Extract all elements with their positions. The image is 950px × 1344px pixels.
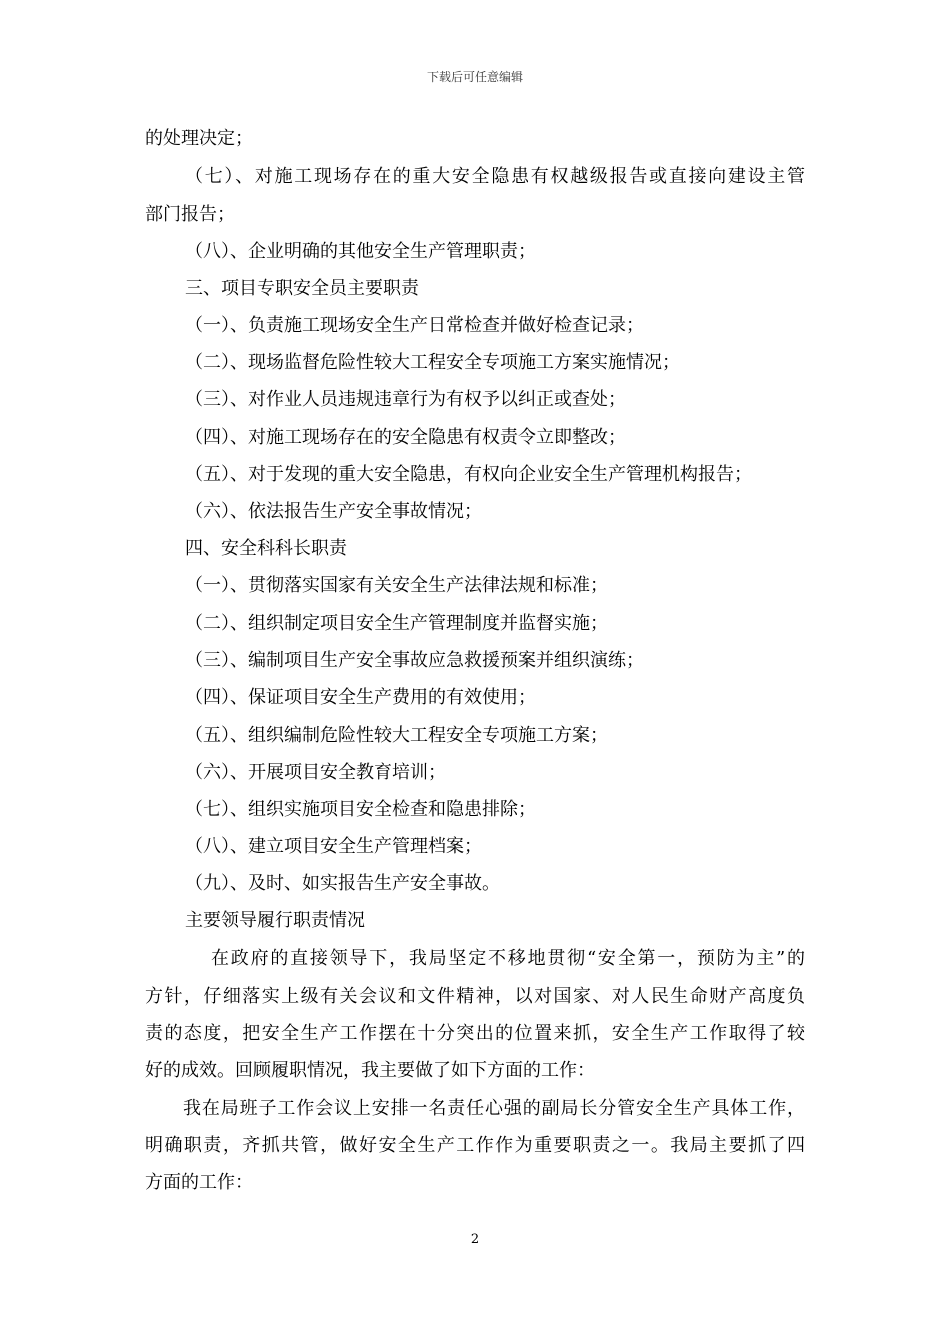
text-line: 的处理决定； — [145, 128, 253, 149]
text-line: （七）、组织实施项目安全检查和隐患排除； — [185, 799, 536, 820]
text-line: （九）、及时、如实报告生产安全事故。 — [185, 873, 500, 894]
page-number: 2 — [470, 1232, 480, 1247]
text-line: （三）、编制项目生产安全事故应急救援预案并组织演练； — [185, 650, 644, 671]
text-line: 我在局班子工作会议上安排一名责任心强的副局长分管安全生产具体工作， — [183, 1098, 805, 1119]
section-heading: 主要领导履行职责情况 — [185, 910, 365, 931]
text-line: 好的成效。回顾履职情况，我主要做了如下方面的工作： — [145, 1060, 595, 1081]
text-line: （五）、对于发现的重大安全隐患，有权向企业安全生产管理机构报告； — [185, 464, 752, 485]
text-line: （八）、建立项目安全生产管理档案； — [185, 836, 482, 857]
text-line: （六）、依法报告生产安全事故情况； — [185, 501, 482, 522]
section-heading: 三、项目专职安全员主要职责 — [185, 278, 419, 299]
text-line: （五）、组织编制危险性较大工程安全专项施工方案； — [185, 725, 608, 746]
text-line: （八）、企业明确的其他安全生产管理职责； — [185, 241, 536, 262]
text-line: 责的态度，把安全生产工作摆在十分突出的位置来抓，安全生产工作取得了较 — [145, 1023, 805, 1044]
text-line: 方面的工作： — [145, 1172, 253, 1193]
text-line: （四）、对施工现场存在的安全隐患有权责令立即整改； — [185, 427, 626, 448]
text-line: （六）、开展项目安全教育培训； — [185, 762, 446, 783]
text-line: （二）、现场监督危险性较大工程安全专项施工方案实施情况； — [185, 352, 680, 373]
text-line: 方针，仔细落实上级有关会议和文件精神，以对国家、对人民生命财产高度负 — [145, 986, 805, 1007]
text-line: （四）、保证项目安全生产费用的有效使用； — [185, 687, 536, 708]
page-header: 下载后可任意编辑 — [426, 70, 523, 84]
text-line: （一）、贯彻落实国家有关安全生产法律法规和标准； — [185, 575, 608, 596]
text-line: （三）、对作业人员违规违章行为有权予以纠正或查处； — [185, 389, 626, 410]
text-line: 在政府的直接领导下，我局坚定不移地贯彻“安全第一，预防为主”的 — [211, 948, 805, 969]
text-line: （七）、对施工现场存在的重大安全隐患有权越级报告或直接向建设主管 — [185, 166, 805, 187]
section-heading: 四、安全科科长职责 — [185, 538, 347, 559]
text-line: 明确职责，齐抓共管，做好安全生产工作作为重要职责之一。我局主要抓了四 — [145, 1135, 805, 1156]
text-line: 部门报告； — [145, 204, 235, 225]
text-line: （一）、负责施工现场安全生产日常检查并做好检查记录； — [185, 315, 644, 336]
text-line: （二）、组织制定项目安全生产管理制度并监督实施； — [185, 613, 608, 634]
